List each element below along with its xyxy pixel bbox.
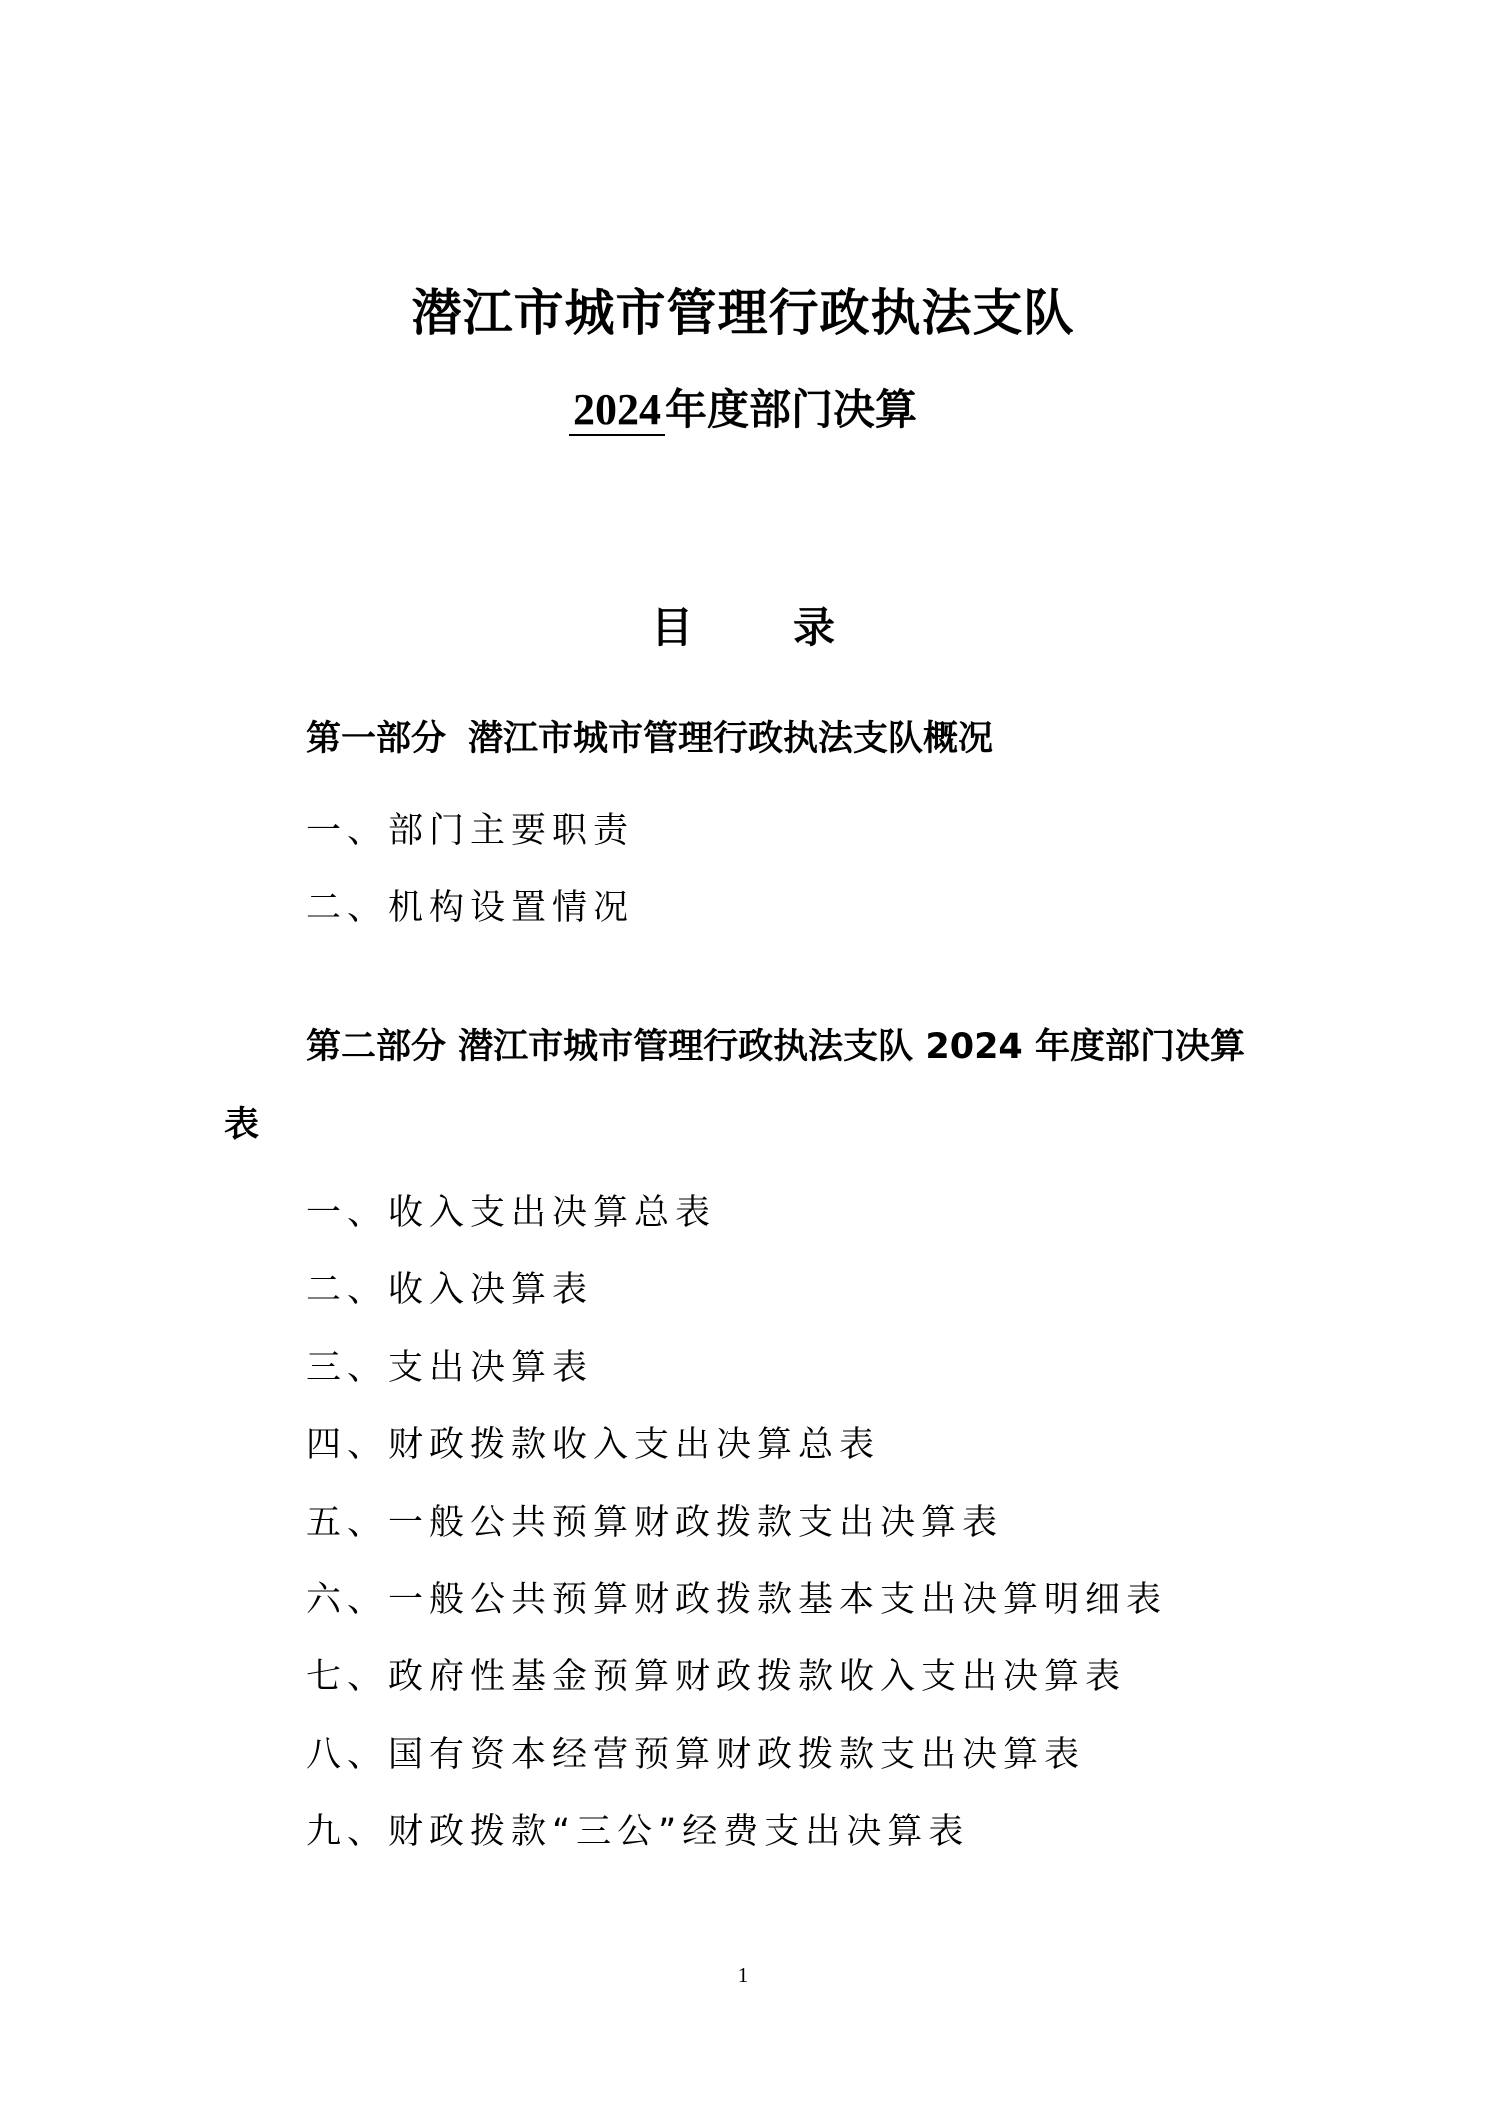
- page-number: 1: [737, 1963, 749, 1987]
- part1-label: 第一部分: [306, 719, 447, 759]
- toc-item: 二、机构设置情况: [306, 888, 635, 928]
- part1-heading: [306, 714, 993, 764]
- toc-item: 九、财政拨款“三公”经费支出决算表: [306, 1812, 970, 1852]
- toc-item: 八、国有资本经营预算财政拨款支出决算表: [306, 1735, 1086, 1775]
- toc-item: 三、支出决算表: [306, 1348, 594, 1388]
- toc-heading: 目录: [650, 603, 935, 652]
- part2-heading: 第二部分 潜江市城市管理行政执法支队 2024 年度部门决算表: [224, 1027, 1245, 1145]
- subtitle-year: 2024: [569, 385, 665, 436]
- toc-item: 一、部门主要职责: [306, 811, 635, 851]
- toc-item: 七、政府性基金预算财政拨款收入支出决算表: [306, 1657, 1127, 1697]
- document-title: 潜江市城市管理行政执法支队: [411, 283, 1075, 342]
- toc-item: 六、一般公共预算财政拨款基本支出决算明细表: [306, 1580, 1168, 1620]
- toc-item: 一、收入支出决算总表: [306, 1193, 717, 1233]
- toc-item: 四、财政拨款收入支出决算总表: [306, 1425, 881, 1465]
- toc-item: 五、一般公共预算财政拨款支出决算表: [306, 1503, 1004, 1543]
- toc-item: 二、收入决算表: [306, 1270, 594, 1310]
- document-subtitle: [0, 380, 1486, 440]
- part1-title: 潜江市城市管理行政执法支队概况: [468, 719, 994, 759]
- subtitle-text: 年度部门决算: [664, 385, 917, 434]
